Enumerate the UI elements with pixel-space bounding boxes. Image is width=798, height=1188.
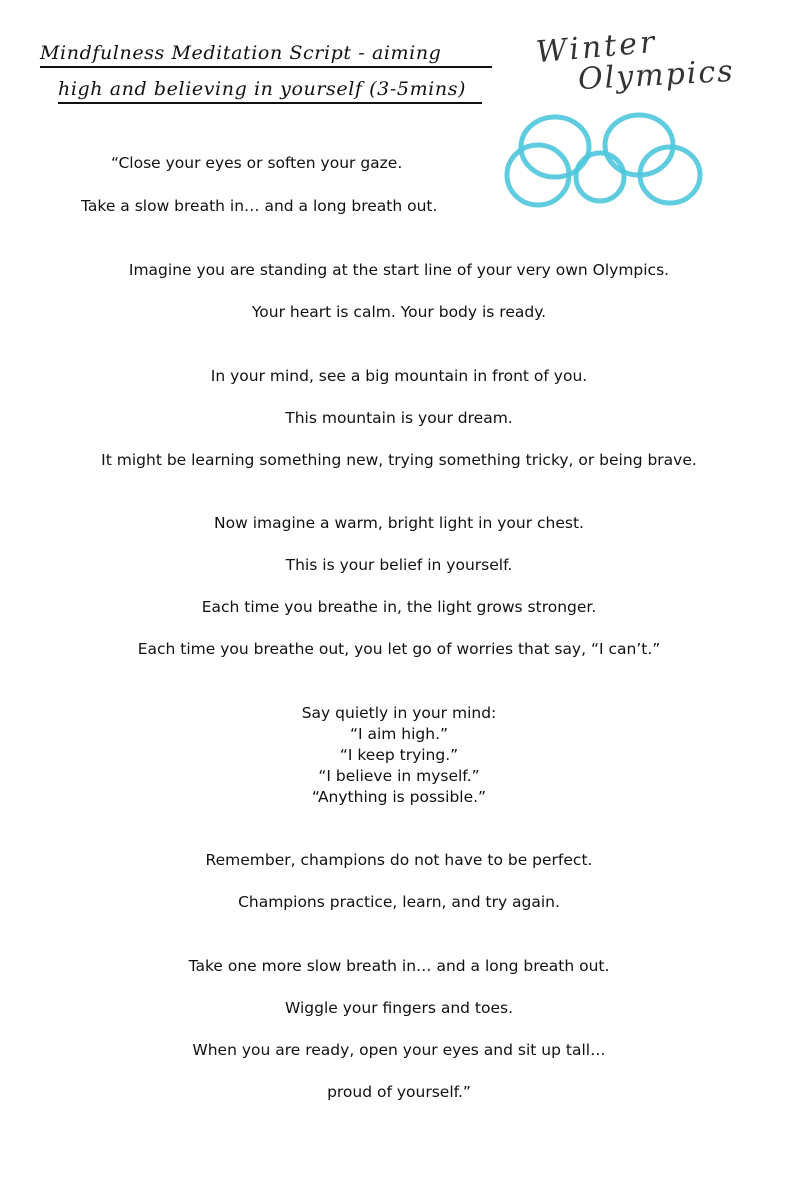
ring-bottom-middle xyxy=(576,153,624,201)
script-line: Imagine you are standing at the start line of your very own Olympics. xyxy=(128,261,670,279)
script-line: Wiggle your fingers and toes. xyxy=(284,999,514,1017)
affirmation-line: “I keep trying.” xyxy=(339,746,459,764)
affirmation-line: “I believe in myself.” xyxy=(318,767,480,785)
script-line: This is your belief in yourself. xyxy=(285,556,513,574)
script-line: It might be learning something new, trying something tricky, or being brave. xyxy=(101,451,697,469)
script-line: Now imagine a warm, bright light in your chest. xyxy=(214,514,584,532)
affirmation-line: “Anything is possible.” xyxy=(311,788,487,806)
affirmation-line: “I aim high.” xyxy=(349,725,449,743)
page-title-line-2: high and believing in yourself (3-5mins) xyxy=(58,78,482,104)
script-line: Take one more slow breath in… and a long breath out. xyxy=(188,957,610,975)
logo-winter-text: Winter xyxy=(534,24,659,71)
script-line: When you are ready, open your eyes and sit up tall… xyxy=(192,1041,606,1059)
script-line: Say quietly in your mind: xyxy=(301,704,497,722)
script-line: In your mind, see a big mountain in front of you. xyxy=(210,367,588,385)
page-title-line-1: Mindfulness Meditation Script - aiming xyxy=(40,42,492,68)
script-line: This mountain is your dream. xyxy=(285,409,513,427)
script-line: Champions practice, learn, and try again. xyxy=(238,893,560,911)
script-line: Take a slow breath in… and a long breath out. xyxy=(81,197,438,215)
script-line: “Close your eyes or soften your gaze. xyxy=(111,154,403,172)
olympic-rings-icon xyxy=(500,105,710,215)
logo-olympics-text: Olympics xyxy=(577,53,736,98)
script-line: Each time you breathe out, you let go of worries that say, “I can’t.” xyxy=(137,640,661,658)
script-line: Each time you breathe in, the light grows stronger. xyxy=(201,598,597,616)
script-line: proud of yourself.” xyxy=(327,1083,471,1101)
script-line: Remember, champions do not have to be perfect. xyxy=(205,851,593,869)
script-line: Your heart is calm. Your body is ready. xyxy=(251,303,547,321)
